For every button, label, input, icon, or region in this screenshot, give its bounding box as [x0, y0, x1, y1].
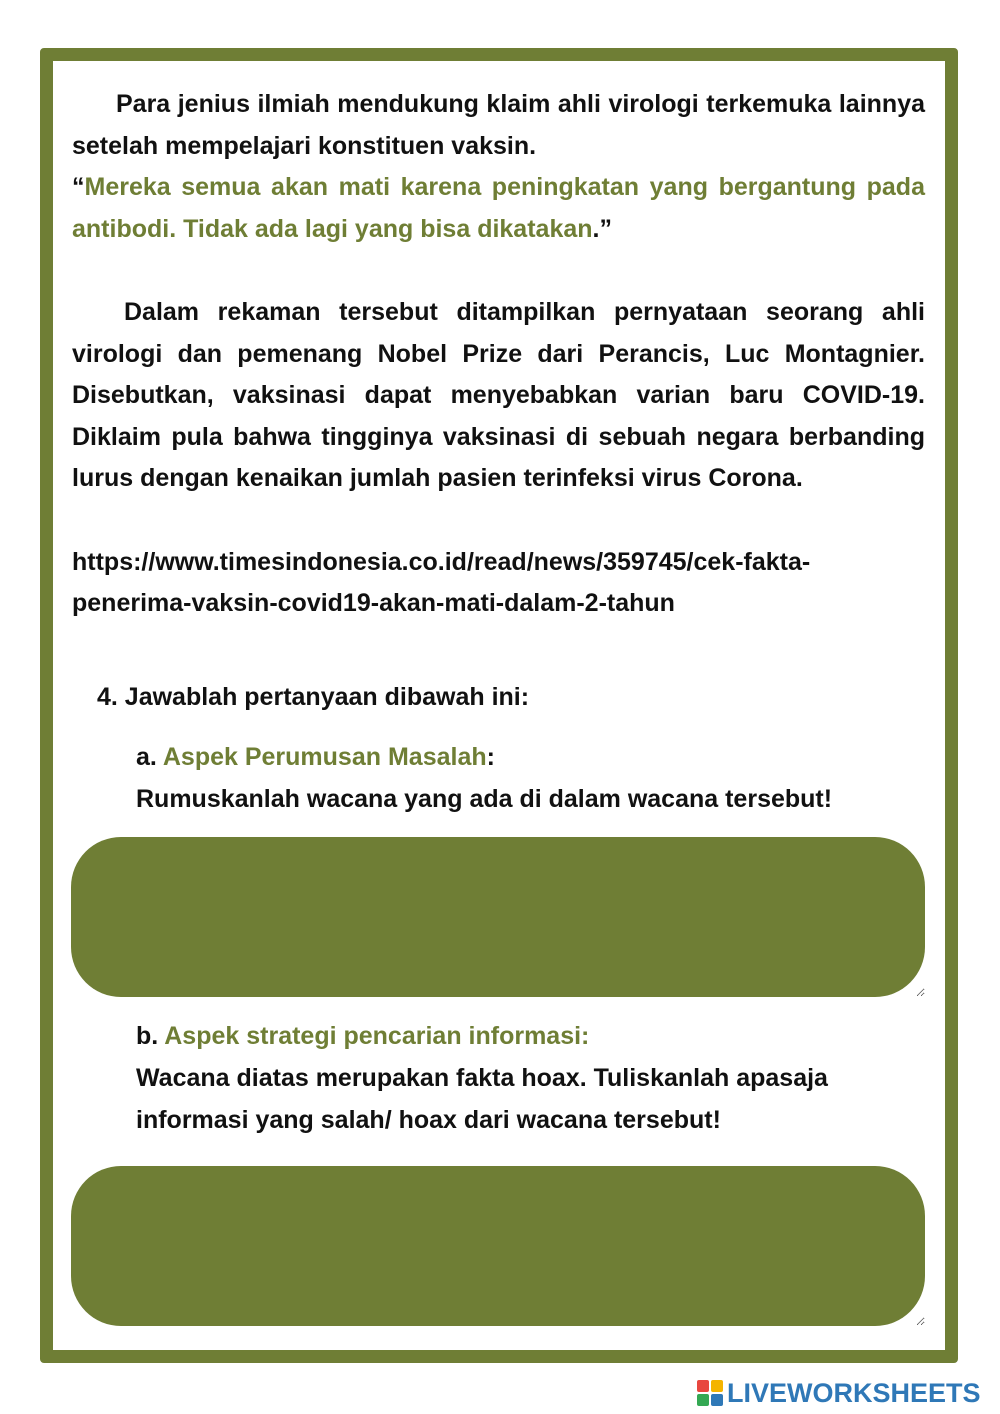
- question-a-suffix: :: [486, 743, 495, 771]
- question-b: [136, 1015, 926, 1141]
- quote-text: Mereka semua akan mati karena peningkatan yang bergantung pada antibodi. Tidak ada lagi yang bisa dikatakan: [72, 173, 925, 243]
- question-b-prefix: b.: [136, 1022, 165, 1050]
- liveworksheets-logo: [697, 1378, 981, 1408]
- source-url-line-1: https://www.timesindonesia.co.id/read/news/359745/cek-fakta-: [72, 547, 811, 576]
- question-4-label: 4. Jawablah pertanyaan dibawah ini:: [97, 683, 530, 711]
- question-b-heading: [136, 1015, 926, 1057]
- spacer: [72, 250, 925, 292]
- answer-box-a[interactable]: [71, 837, 925, 997]
- paragraph-2: Dalam rekaman tersebut ditampilkan pernyataan seorang ahli virologi dan pemenang Nobel Prize dari Perancis, Luc Montagnier. Disebutkan, vaksinasi dapat menyebabkan varian baru COVID-19. Diklaim pula bahwa tingginya vaksinasi di sebuah negara berbanding lurus dengan kenaikan jumlah pasien terinfeksi virus Corona.: [72, 298, 925, 492]
- spacer: [72, 500, 925, 542]
- question-b-prompt: Wacana diatas merupakan fakta hoax. Tuliskanlah apasaja informasi yang salah/ hoax dari wacana tersebut!: [136, 1064, 828, 1134]
- answer-box-b[interactable]: [71, 1166, 925, 1326]
- quote-paragraph: [72, 167, 925, 250]
- liveworksheets-logo-icon: [697, 1380, 723, 1406]
- liveworksheets-logo-text: LIVEWORKSHEETS: [727, 1378, 981, 1408]
- question-a: [136, 736, 926, 820]
- question-b-title: Aspek strategi pencarian informasi:: [164, 1022, 590, 1050]
- question-a-title: Aspek Perumusan Masalah: [162, 743, 487, 771]
- source-url-line-2: penerima-vaksin-covid19-akan-mati-dalam-2-tahun: [72, 589, 675, 617]
- question-a-heading: [136, 736, 926, 778]
- quote-open: “: [72, 173, 85, 201]
- article-text: [72, 84, 925, 625]
- quote-close: .”: [592, 214, 612, 243]
- question-a-prefix: a.: [136, 743, 163, 771]
- question-a-prompt: Rumuskanlah wacana yang ada di dalam wacana tersebut!: [136, 785, 833, 813]
- paragraph-1: Para jenius ilmiah mendukung klaim ahli virologi terkemuka lainnya setelah mempelajari konstituen vaksin.: [72, 90, 925, 160]
- question-4: [97, 677, 529, 718]
